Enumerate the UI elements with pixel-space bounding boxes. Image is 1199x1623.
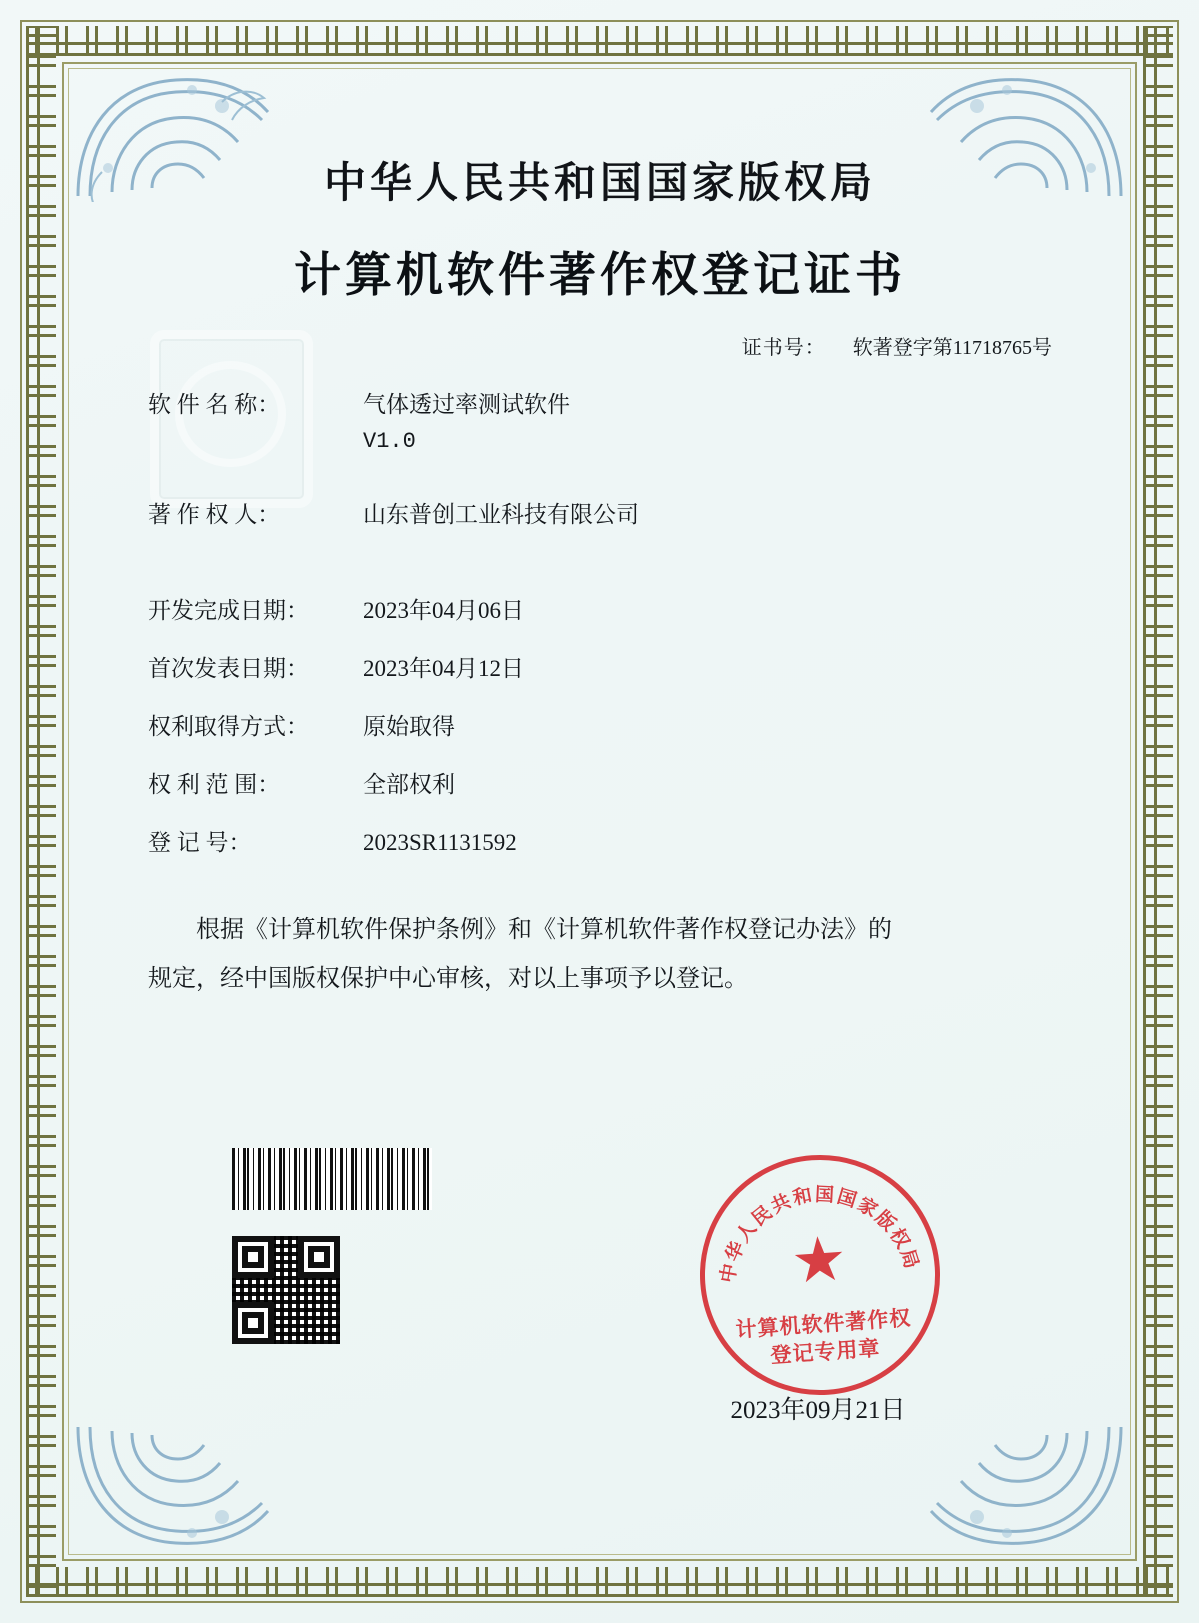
statement-line-2: 规定，经中国版权保护中心审核，对以上事项予以登记。 xyxy=(148,966,748,993)
qr-finder-bottom-left xyxy=(232,1302,274,1344)
field-software-name xyxy=(148,386,1100,460)
seal-line-1: 计算机软件著作权 xyxy=(734,1304,913,1342)
field-value-acquisition-method: 原始取得 xyxy=(363,714,455,740)
code-block xyxy=(232,1148,432,1344)
software-name-text: 气体透过率测试软件 xyxy=(363,392,570,417)
field-label-software-name: 软 件 名 称： xyxy=(148,392,281,417)
qr-code xyxy=(232,1236,340,1344)
greek-key-left xyxy=(26,26,56,1597)
certificate-number-value: 软著登字第11718765号 xyxy=(852,337,1052,359)
field-list xyxy=(100,386,1100,862)
field-registration-number xyxy=(148,824,1100,862)
field-development-date xyxy=(148,592,1100,630)
field-label-acquisition-method: 权利取得方式： xyxy=(148,714,309,740)
document-title: 计算机软件著作权登记证书 xyxy=(294,248,906,303)
field-label-registration-number: 登 记 号： xyxy=(148,829,252,855)
field-rights-scope xyxy=(148,766,1100,804)
greek-key-right xyxy=(1143,26,1173,1597)
field-label-development-date: 开发完成日期： xyxy=(148,598,309,624)
software-version-text: V1.0 xyxy=(363,428,416,454)
field-value-development-date: 2023年04月06日 xyxy=(363,598,524,624)
statement-line-1-text: 根据《计算机软件保护条例》和《计算机软件著作权登记办法》的 xyxy=(196,916,892,943)
spacer-5 xyxy=(148,752,1100,766)
field-acquisition-method xyxy=(148,708,1100,746)
spacer-3 xyxy=(148,636,1100,650)
field-value-registration-number: 2023SR1131592 xyxy=(363,829,517,855)
field-value-copyright-owner: 山东普创工业科技有限公司 xyxy=(363,502,639,528)
issuer-title: 中华人民共和国国家版权局 xyxy=(323,158,876,207)
issue-date: 2023年09月21日 xyxy=(730,1397,906,1424)
field-value-software-name xyxy=(363,386,570,460)
greek-key-top xyxy=(26,26,1173,56)
spacer-2 xyxy=(148,540,1100,592)
field-value-rights-scope: 全部权利 xyxy=(363,771,455,797)
field-label-first-publish-date: 首次发表日期： xyxy=(148,656,309,682)
spacer-6 xyxy=(148,810,1100,824)
seal-arc-label: 中华人民共和国国家版权局 xyxy=(716,1183,924,1285)
certificate-number-label: 证书号： xyxy=(741,337,826,359)
field-first-publish-date xyxy=(148,650,1100,688)
barcode xyxy=(232,1148,432,1210)
seal-star-icon: ★ xyxy=(788,1225,850,1297)
spacer-1 xyxy=(148,466,1100,496)
statement-block xyxy=(100,906,1100,1004)
corner-ornament-bottom-left xyxy=(72,1421,272,1551)
greek-key-bottom xyxy=(26,1567,1173,1597)
seal-line-2: 登记专用章 xyxy=(769,1335,882,1368)
field-label-rights-scope: 权 利 范 围： xyxy=(148,771,281,797)
certificate-number-row xyxy=(100,331,1100,360)
statement-line-1 xyxy=(148,906,1062,955)
field-copyright-owner xyxy=(148,496,1100,534)
official-seal xyxy=(692,1147,948,1403)
field-label-copyright-owner: 著 作 权 人： xyxy=(148,502,281,528)
spacer-4 xyxy=(148,694,1100,708)
certificate-content xyxy=(100,150,1100,1004)
field-value-first-publish-date: 2023年04月12日 xyxy=(363,656,524,682)
corner-ornament-bottom-right xyxy=(927,1421,1127,1551)
